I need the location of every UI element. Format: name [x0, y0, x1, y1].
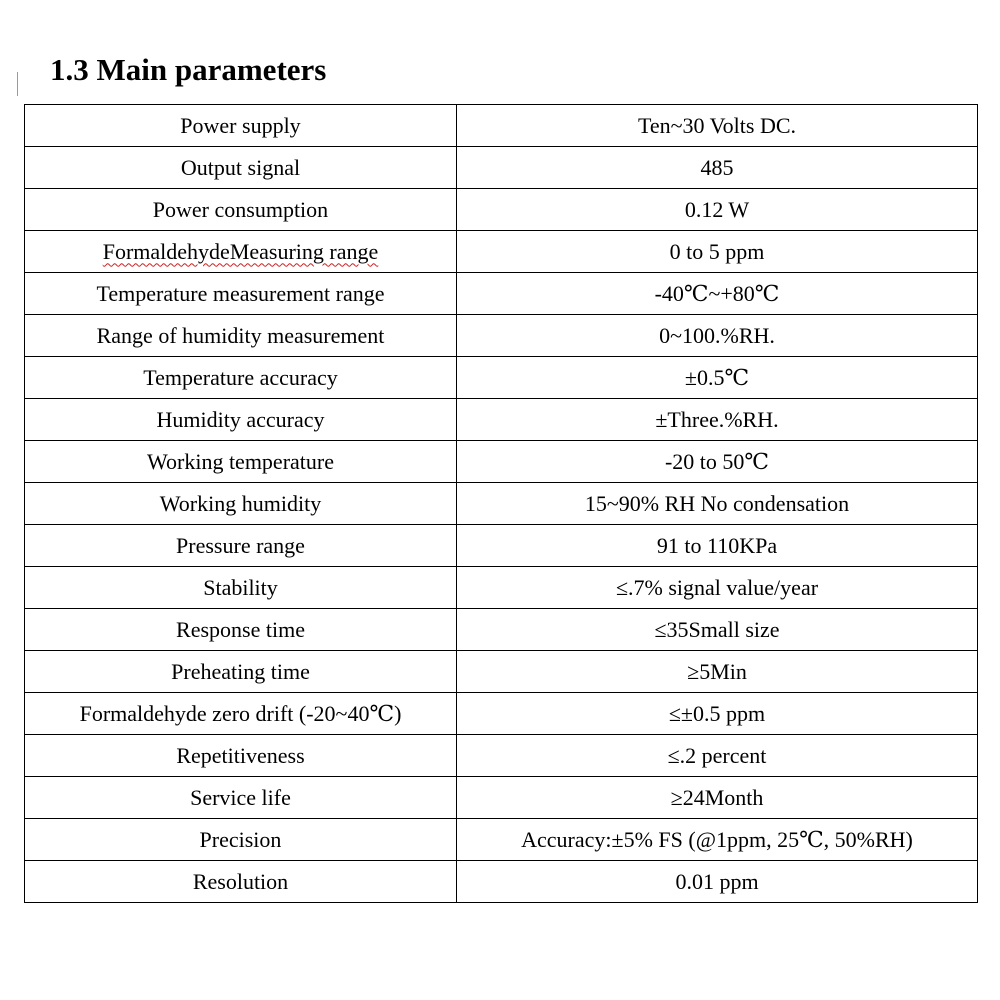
table-row	[25, 483, 978, 525]
margin-mark	[17, 72, 18, 96]
parameter-value-cell: Accuracy:±5% FS (@1ppm, 25℃, 50%RH)	[457, 819, 978, 861]
table-row	[25, 735, 978, 777]
parameter-name-cell: Resolution	[25, 861, 457, 903]
parameter-name-cell: Preheating time	[25, 651, 457, 693]
parameter-value-cell: ±0.5℃	[457, 357, 978, 399]
table-row	[25, 819, 978, 861]
table-row	[25, 315, 978, 357]
parameter-name-cell: Service life	[25, 777, 457, 819]
table-row	[25, 693, 978, 735]
table-row	[25, 399, 978, 441]
parameter-value-cell: 0~100.%RH.	[457, 315, 978, 357]
parameter-value-cell: ≤.2 percent	[457, 735, 978, 777]
table-row	[25, 567, 978, 609]
table-row	[25, 777, 978, 819]
table-row	[25, 231, 978, 273]
parameter-value-cell: ≤35Small size	[457, 609, 978, 651]
parameter-name-cell: Output signal	[25, 147, 457, 189]
table-row	[25, 609, 978, 651]
parameter-value-cell: 485	[457, 147, 978, 189]
parameter-value-cell: 91 to 110KPa	[457, 525, 978, 567]
table-row	[25, 105, 978, 147]
parameter-name-cell: Precision	[25, 819, 457, 861]
parameter-name-cell	[25, 231, 457, 273]
table-row	[25, 189, 978, 231]
section-heading: 1.3 Main parameters	[50, 52, 327, 87]
parameter-name-cell: Stability	[25, 567, 457, 609]
table-row	[25, 357, 978, 399]
parameter-name-cell: Temperature accuracy	[25, 357, 457, 399]
parameter-name-cell: Formaldehyde zero drift (-20~40℃)	[25, 693, 457, 735]
table-row	[25, 147, 978, 189]
parameter-value-cell: 15~90% RH No condensation	[457, 483, 978, 525]
table-row	[25, 273, 978, 315]
parameter-value-cell: ±Three.%RH.	[457, 399, 978, 441]
parameter-value-cell: 0 to 5 ppm	[457, 231, 978, 273]
parameter-value-cell: 0.01 ppm	[457, 861, 978, 903]
parameter-value-cell: -40℃~+80℃	[457, 273, 978, 315]
table-row	[25, 441, 978, 483]
parameter-value-cell: ≥5Min	[457, 651, 978, 693]
parameter-value-cell: 0.12 W	[457, 189, 978, 231]
parameter-name-cell: Repetitiveness	[25, 735, 457, 777]
parameter-value-cell: ≥24Month	[457, 777, 978, 819]
parameter-value-cell: Ten~30 Volts DC.	[457, 105, 978, 147]
spellcheck-underlined-text: FormaldehydeMeasuring range	[102, 238, 379, 264]
parameters-table	[24, 104, 978, 903]
table-row	[25, 861, 978, 903]
parameter-value-cell: ≤±0.5 ppm	[457, 693, 978, 735]
parameter-name-cell: Temperature measurement range	[25, 273, 457, 315]
parameter-name-cell: Working temperature	[25, 441, 457, 483]
parameter-name-cell: Response time	[25, 609, 457, 651]
parameter-name-cell: Humidity accuracy	[25, 399, 457, 441]
parameter-name-cell: Power supply	[25, 105, 457, 147]
parameter-value-cell: -20 to 50℃	[457, 441, 978, 483]
parameter-name-cell: Power consumption	[25, 189, 457, 231]
parameter-name-cell: Range of humidity measurement	[25, 315, 457, 357]
table-row	[25, 525, 978, 567]
parameter-name-cell: Working humidity	[25, 483, 457, 525]
parameter-value-cell: ≤.7% signal value/year	[457, 567, 978, 609]
table-row	[25, 651, 978, 693]
parameter-name-cell: Pressure range	[25, 525, 457, 567]
